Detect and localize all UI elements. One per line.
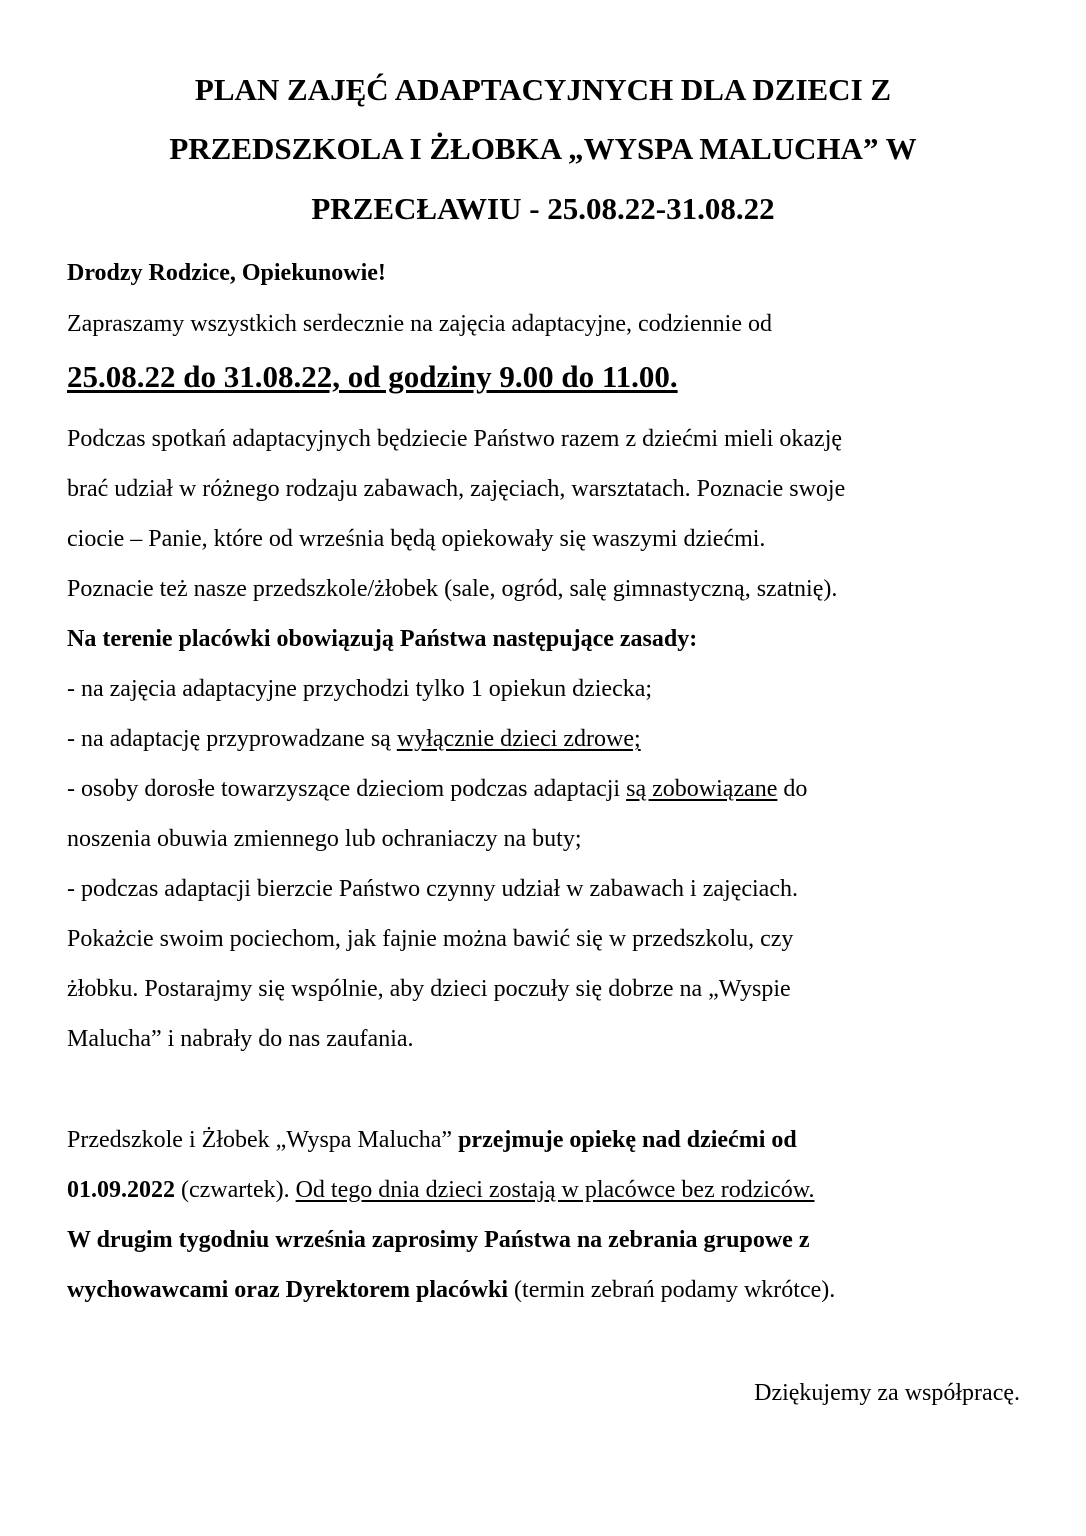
title-line-3: PRZECŁAWIU - 25.08.22-31.08.22 (311, 191, 775, 226)
paragraph1-line-4: Poznacie też nasze przedszkole/żłobek (sale, ogród, salę gimnastyczną, szatnię). (67, 576, 838, 602)
greeting: Drodzy Rodzice, Opiekunowie! (67, 260, 386, 286)
title-line-1: PLAN ZAJĘĆ ADAPTACYJNYCH DLA DZIECI Z (194, 72, 892, 107)
care-takeover: przejmuje opiekę nad dziećmi od (458, 1127, 797, 1153)
rule-1: - na zajęcia adaptacyjne przychodzi tylko 1 opiekun dziecka; (67, 676, 653, 702)
paragraph2-line-3: Malucha” i nabrały do nas zaufania. (67, 1026, 414, 1052)
rule-2 (67, 724, 641, 754)
paragraph1-line-1: Podczas spotkań adaptacyjnych będziecie Państwo razem z dziećmi mieli okazję (67, 426, 843, 452)
paragraph1-line-2: brać udział w różnego rodzaju zabawach, zajęciach, warsztatach. Poznacie swoje (67, 476, 846, 502)
meeting-bold: wychowawcami oraz Dyrektorem placówki (67, 1277, 509, 1303)
paragraph2-line-2: żłobku. Postarajmy się wspólnie, aby dzieci poczuły się dobrze na „Wyspie (67, 976, 791, 1002)
title-line-2: PRZEDSZKOLA I ŻŁOBKA „WYSPA MALUCHA” W (169, 131, 917, 166)
invite-text: Zapraszamy wszystkich serdecznie na zajęcia adaptacyjne, codziennie od (67, 311, 772, 337)
rule-4: - podczas adaptacji bierzcie Państwo czynny udział w zabawach i zajęciach. (67, 876, 798, 902)
meeting-note: (termin zebrań podamy wkrótce). (508, 1277, 836, 1303)
rule-3-emphasis: są zobowiązane (626, 776, 778, 802)
care-without-parents: Od tego dnia dzieci zostają w placówce bez rodziców. (295, 1177, 815, 1203)
care-institution: Przedszkole i Żłobek „Wyspa Malucha” (67, 1127, 459, 1153)
care-weekday: (czwartek). (175, 1177, 296, 1203)
care-line-2 (67, 1175, 814, 1205)
rule-2-emphasis: wyłącznie dzieci zdrowe; (396, 726, 641, 752)
closing-thanks: Dziękujemy za współpracę. (754, 1380, 1020, 1406)
paragraph2-line-1: Pokażcie swoim pociechom, jak fajnie można bawić się w przedszkolu, czy (67, 926, 794, 952)
rule-2-text: - na adaptację przyprowadzane są (67, 726, 397, 752)
rule-3-text: - osoby dorosłe towarzyszące dzieciom podczas adaptacji (67, 776, 627, 802)
care-line-1 (67, 1125, 797, 1155)
rule-3-continuation: noszenia obuwia zmiennego lub ochraniaczy na buty; (67, 826, 582, 852)
dates-highlight: 25.08.22 do 31.08.22, od godziny 9.00 do 11.00. (67, 359, 678, 394)
rules-heading: Na terenie placówki obowiązują Państwa następujące zasady: (67, 626, 698, 652)
care-start-date: 01.09.2022 (67, 1177, 175, 1203)
rule-3-tail: do (777, 776, 808, 802)
rule-3 (67, 774, 807, 804)
meeting-line-1: W drugim tygodniu września zaprosimy Państwa na zebrania grupowe z (67, 1227, 810, 1253)
paragraph1-line-3: ciocie – Panie, które od września będą opiekowały się waszymi dziećmi. (67, 526, 766, 552)
meeting-line-2 (67, 1275, 835, 1305)
